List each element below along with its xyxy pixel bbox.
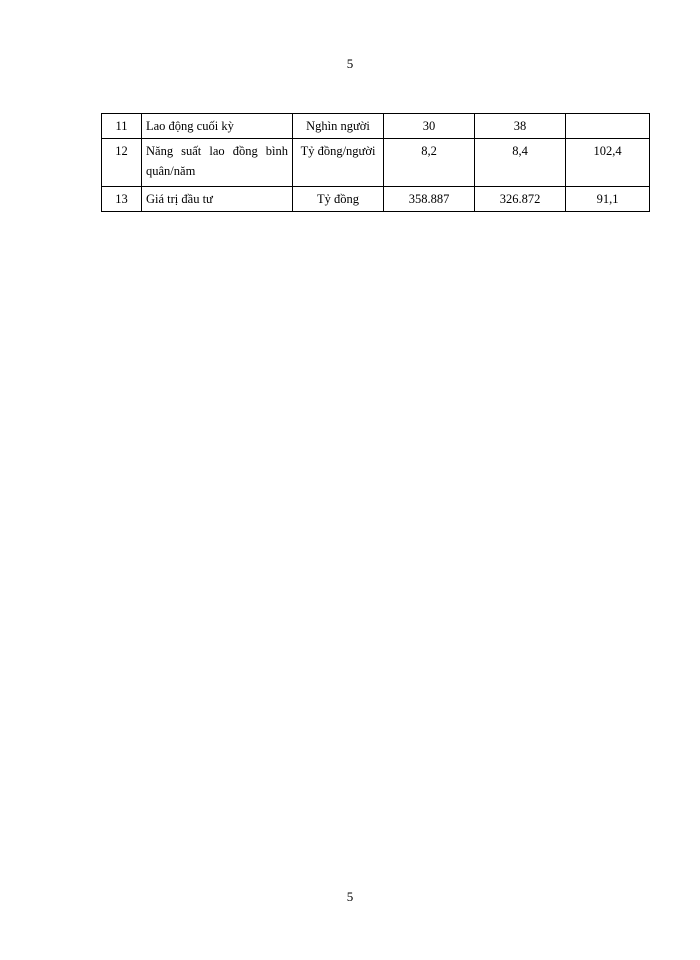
unit-cell: Tỷ đồng: [293, 187, 384, 212]
page-number-top: 5: [346, 56, 354, 71]
indicator-name: Năng suất lao đồng bình quân/năm: [142, 139, 293, 187]
indicator-name: Lao động cuối kỳ: [142, 114, 293, 139]
value-cell: 38: [475, 114, 566, 139]
value-cell: 326.872: [475, 187, 566, 212]
unit-cell: Tỷ đồng/người: [293, 139, 384, 187]
statistics-table: [101, 113, 650, 212]
table-row: [102, 114, 650, 139]
table-row: [102, 187, 650, 212]
table-row: [102, 139, 650, 187]
value-cell: 102,4: [566, 139, 650, 187]
value-cell: 358.887: [384, 187, 475, 212]
row-number: 11: [102, 114, 142, 139]
value-cell: [566, 114, 650, 139]
indicator-name: Giá trị đầu tư: [142, 187, 293, 212]
page-number-bottom: 5: [346, 889, 354, 904]
value-cell: 8,4: [475, 139, 566, 187]
value-cell: 91,1: [566, 187, 650, 212]
value-cell: 8,2: [384, 139, 475, 187]
unit-cell: Nghìn người: [293, 114, 384, 139]
row-number: 13: [102, 187, 142, 212]
row-number: 12: [102, 139, 142, 187]
value-cell: 30: [384, 114, 475, 139]
